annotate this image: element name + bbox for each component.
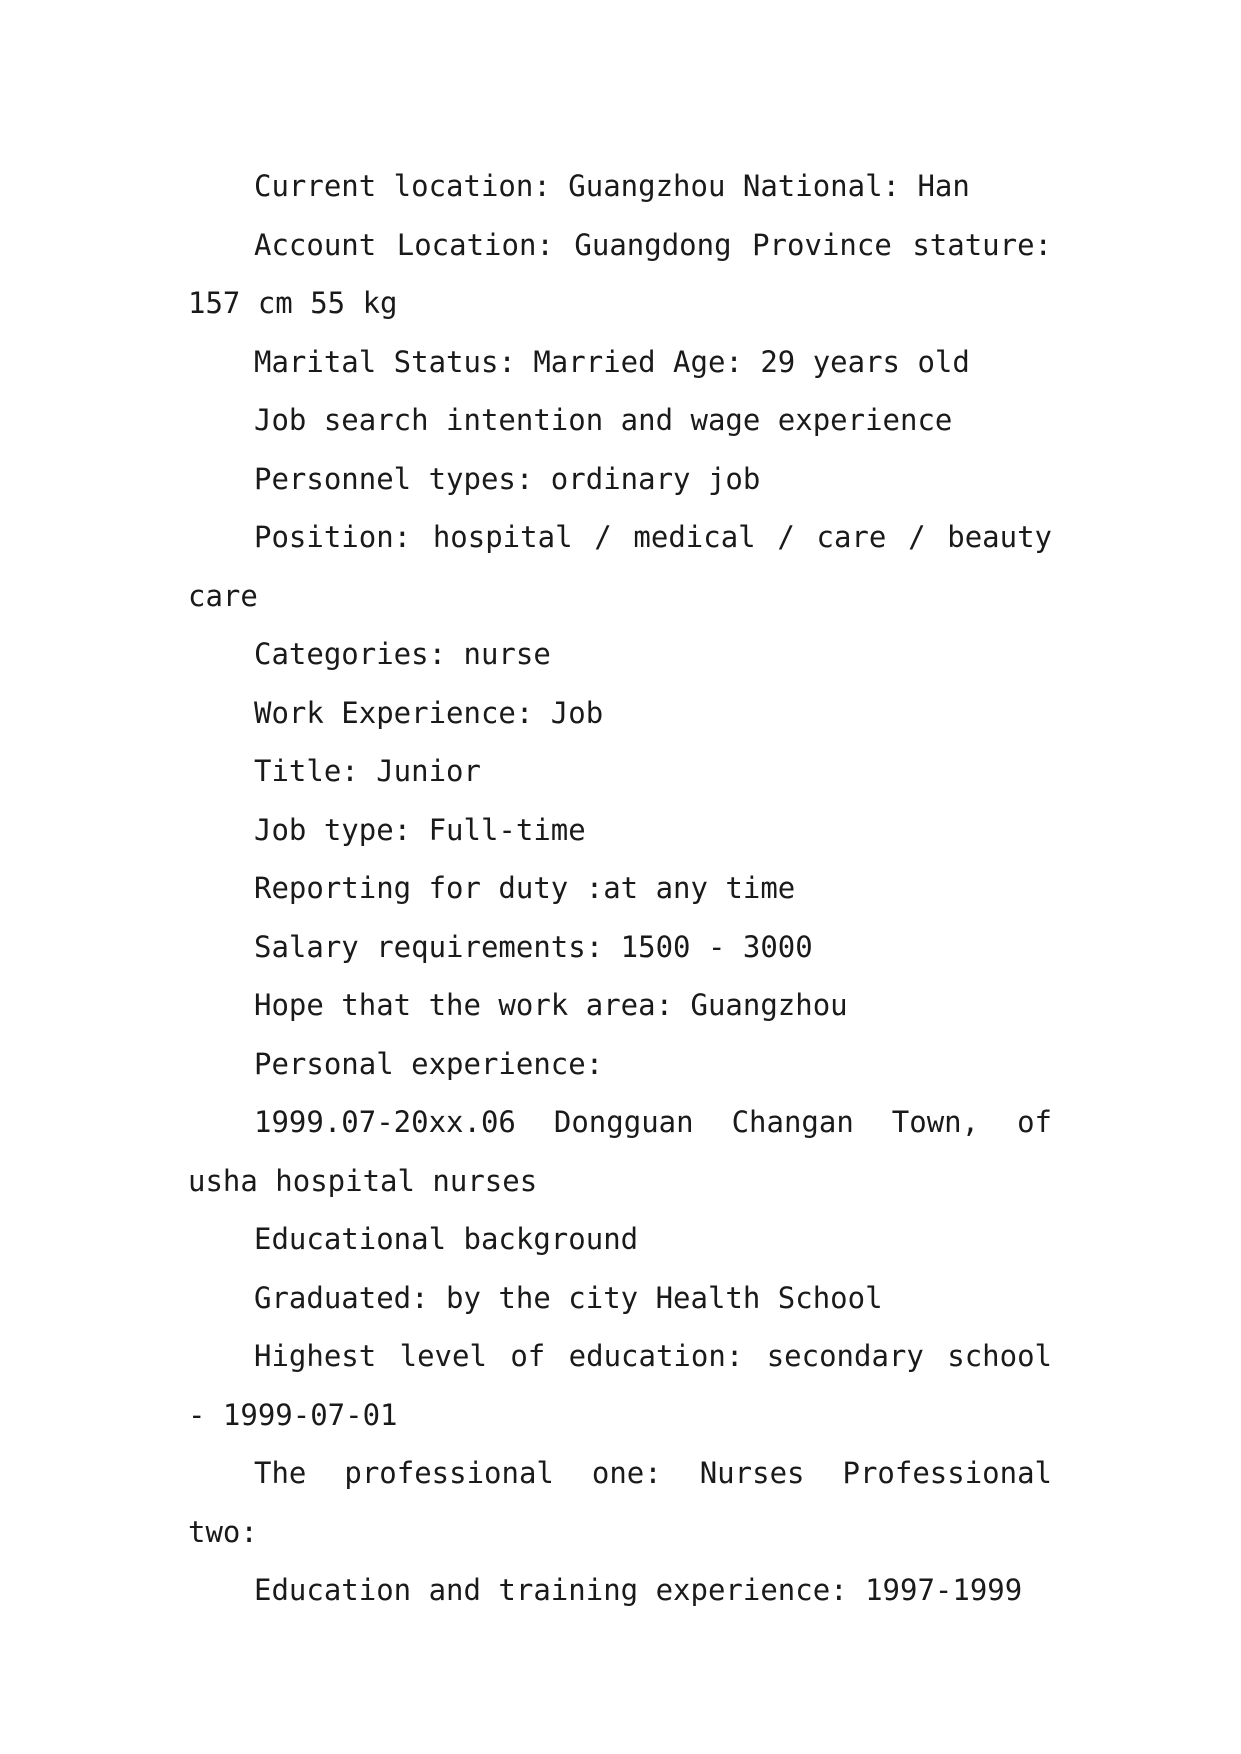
paragraph-work-experience: Work Experience: Job	[254, 695, 604, 730]
paragraph-professional: The professional one: Nurses Professional two:	[188, 1456, 1052, 1549]
paragraph-position: Position: hospital / medical / care / beauty care	[188, 520, 1052, 613]
paragraph-marital-status: Marital Status: Married Age: 29 years old	[254, 344, 970, 379]
paragraph-reporting-for-duty: Reporting for duty :at any time	[254, 871, 796, 905]
paragraph-graduated: Graduated: by the city Health School	[254, 1280, 883, 1315]
paragraph-categories: Categories: nurse	[254, 637, 551, 671]
paragraph-job-type: Job type: Full-time	[254, 812, 586, 847]
paragraph-education-training: Education and training experience: 1997-1999	[254, 1573, 1023, 1607]
document-body	[188, 157, 1052, 1620]
paragraph-personnel-types: Personnel types: ordinary job	[254, 461, 761, 496]
paragraph-title: Title: Junior	[254, 754, 481, 788]
paragraph-account-location: Account Location: Guangdong Province stature: 157 cm 55 kg	[188, 227, 1052, 320]
paragraph-highest-education: Highest level of education: secondary school - 1999-07-01	[188, 1339, 1052, 1432]
paragraph-job-search-intention: Job search intention and wage experience	[254, 403, 953, 437]
paragraph-personal-experience-heading: Personal experience:	[254, 1046, 604, 1081]
paragraph-work-area: Hope that the work area: Guangzhou	[254, 988, 848, 1022]
paragraph-salary-requirements: Salary requirements: 1500 - 3000	[254, 929, 813, 964]
paragraph-educational-background-heading: Educational background	[254, 1222, 639, 1256]
paragraph-experience-entry: 1999.07-20xx.06 Dongguan Changan Town, of usha hospital nurses	[188, 1105, 1052, 1198]
paragraph-current-location: Current location: Guangzhou National: Han	[254, 169, 970, 203]
